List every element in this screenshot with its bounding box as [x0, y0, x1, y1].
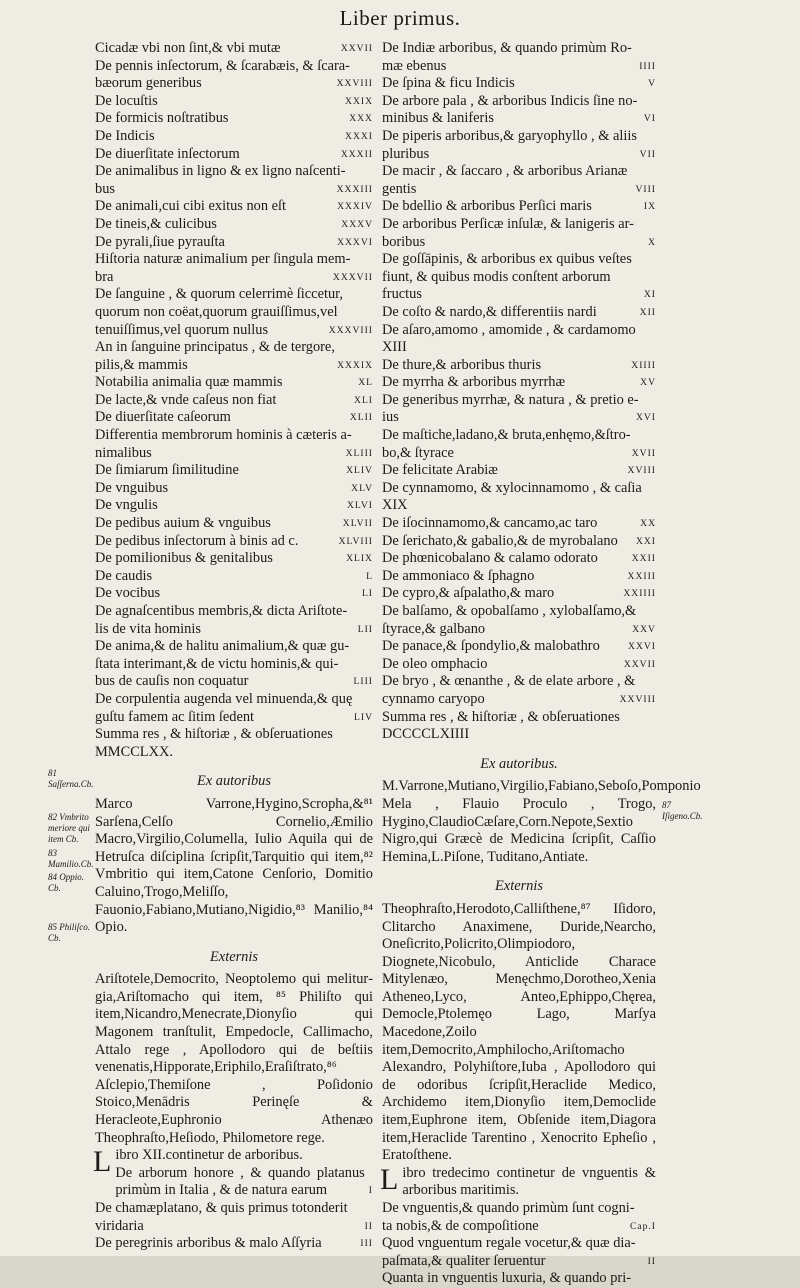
entry-number: Cap.I: [629, 1220, 656, 1232]
entry-number: X: [648, 236, 656, 248]
entry-text: De bdellio & arboribus Perſici maris: [382, 198, 592, 215]
entry-text: De vocibus: [95, 585, 161, 602]
margin-note-87: 87 Iſigeno.Cb.: [662, 800, 703, 821]
toc-entry: [382, 198, 656, 216]
toc-entry: [382, 480, 656, 498]
entry-text: De anima,& de halitu animalium,& quæ gu-: [95, 638, 350, 655]
entry-number: VII: [639, 148, 656, 160]
entry-text: XIX: [382, 497, 408, 514]
entry-number: XI: [643, 289, 656, 301]
toc-entry: [382, 181, 656, 199]
right-ex-autoribus-text: M.Varrone,Mutiano,Virgilio,Fabiano,Seboſo,Pomponio Mela , Flauio Proculo , Trogo, Hygino,ClaudioCæſare,Corn.Nepote,Sextio Nigro,qui Græcè de Medicina ſcripſit, Caſſio Hemina,L.Piſone, Tuditano,Antiate.: [382, 778, 701, 865]
entry-text: De tineis,& culicibus: [95, 215, 217, 232]
toc-entry: [382, 357, 656, 375]
toc-entry: [382, 93, 656, 111]
toc-entry: [382, 1270, 656, 1288]
entry-text: De ſimiarum ſimilitudine: [95, 462, 239, 479]
entry-text: bæorum generibus: [95, 75, 202, 92]
toc-entry: [95, 603, 373, 621]
toc-entry: [382, 462, 656, 480]
entry-text: De coſto & nardo,& differentiis nardi: [382, 303, 597, 320]
entry-text: De locuſtis: [95, 92, 158, 109]
entry-text: De diuerſitate inſectorum: [95, 145, 240, 162]
toc-entry: [95, 339, 373, 357]
toc-entry: [95, 128, 373, 146]
entry-number: XLVIII: [338, 535, 373, 547]
toc-entry: [95, 445, 373, 463]
entry-text: Notabilia animalia quæ mammis: [95, 374, 283, 391]
toc-entry: [95, 1200, 373, 1218]
toc-entry: [382, 1218, 656, 1236]
entry-text: nimalibus: [95, 444, 152, 461]
entry-text: De pedibus auium & vnguibus: [95, 515, 271, 532]
toc-entry: [382, 409, 656, 427]
entry-number: XXVIII: [619, 693, 656, 705]
entry-text: bus de cauſis non coquatur: [95, 673, 249, 690]
entry-number: IIII: [639, 60, 656, 72]
right-tail-list: [382, 1200, 656, 1288]
entry-text: De phœnicobalano & calamo odorato: [382, 550, 598, 567]
toc-entry: [95, 585, 373, 603]
drop-cap-initial: L: [93, 1145, 112, 1179]
toc-entry: [382, 392, 656, 410]
entry-number: V: [648, 78, 656, 90]
entry-text: De iſocinnamomo,& cancamo,ac taro: [382, 515, 598, 532]
entry-number: XX: [640, 518, 656, 530]
entry-number: XXIIII: [623, 588, 656, 600]
entry-text: De oleo omphacio: [382, 655, 488, 672]
entry-text: De chamæplatano, & quis primus totonderit: [95, 1200, 348, 1216]
entry-text: De pomilionibus & genitalibus: [95, 550, 273, 567]
toc-entry: [382, 638, 656, 656]
toc-entry: [95, 726, 373, 744]
entry-text: MMCCLXX.: [95, 743, 173, 760]
toc-entry: [382, 673, 656, 691]
left-toc-list: [95, 40, 373, 761]
libro-xii-heading: ibro XII.continetur de arboribus.: [115, 1147, 303, 1164]
toc-entry: [382, 286, 656, 304]
toc-entry: [382, 445, 656, 463]
entry-text: fructus: [382, 286, 422, 303]
toc-entry: [382, 1200, 656, 1218]
entry-text: De bryo , & œnanthe , & de elate arbore , &: [382, 673, 636, 690]
toc-entry: [382, 339, 656, 357]
left-ex-autoribus-heading: Ex autoribus: [197, 773, 271, 790]
entry-number: XXXI: [345, 130, 373, 142]
toc-entry: [95, 1235, 373, 1253]
entry-text: De ammoniaco & ſphagno: [382, 567, 535, 584]
toc-entry: [95, 286, 373, 304]
entry-number: III: [360, 1238, 373, 1250]
entry-text: bra: [95, 268, 114, 285]
entry-text: De agnaſcentibus membris,& dicta Ariſtote-: [95, 603, 348, 619]
entry-text: fiunt, & quibus modis conſtent arborum: [382, 268, 611, 285]
entry-text: De animalibus in ligno & ex ligno naſcenti-: [95, 163, 346, 180]
left-tail-list: [95, 1200, 373, 1253]
toc-entry: [382, 374, 656, 392]
entry-number: XLIII: [345, 447, 373, 459]
entry-text: ſtyrace,& galbano: [382, 620, 486, 637]
toc-entry: [382, 322, 656, 340]
entry-number: II: [647, 1255, 656, 1267]
entry-number: XXXVIII: [328, 324, 373, 336]
entry-text: De corpulentia augenda vel minuenda,& quę: [95, 690, 353, 707]
entry-text: De vnguentis,& quando primùm ſunt cogni-: [382, 1200, 635, 1216]
entry-text: pluribus: [382, 145, 430, 162]
toc-entry: [95, 533, 373, 551]
entry-number: LIII: [353, 676, 373, 688]
entry-number: XLV: [351, 482, 373, 494]
toc-entry: [382, 128, 656, 146]
toc-entry: [95, 1218, 373, 1236]
entry-text: De ſanguine , & quorum celerrimè ſiccetur,: [95, 286, 343, 303]
right-ex-autoribus-heading: Ex autoribus.: [480, 755, 558, 772]
entry-number: XII: [639, 306, 656, 318]
entry-text: quorum non coëat,quorum grauiſſimus,vel: [95, 303, 338, 320]
toc-entry: [95, 40, 373, 58]
toc-entry: [382, 1253, 656, 1271]
right-libro-xiii-intro: [380, 1162, 656, 1200]
toc-entry: [95, 234, 373, 252]
toc-entry: [95, 427, 373, 445]
entry-text: De generibus myrrhæ, & natura , & pretio e-: [382, 391, 639, 408]
toc-entry: [382, 1235, 656, 1253]
entry-number: XXXII: [340, 148, 373, 160]
entry-number: XXXVII: [332, 271, 373, 283]
entry-text: De vnguibus: [95, 479, 169, 496]
entry-number: XXI: [635, 535, 656, 547]
entry-text: De cynnamomo, & xylocinnamomo , & caſia: [382, 479, 642, 496]
entry-text: Cicadæ vbi non ſint,& vbi mutæ: [95, 40, 281, 56]
entry-text: De myrrha & arboribus myrrhæ: [382, 374, 566, 391]
entry-number: XXVI: [628, 641, 656, 653]
running-header: Liber primus.: [339, 6, 461, 30]
toc-entry: [95, 198, 373, 216]
entry-number: XLVII: [342, 518, 373, 530]
entry-text: De macir , & ſaccaro , & arboribus Arianæ: [382, 163, 628, 180]
toc-entry: [95, 251, 373, 269]
entry-text: gentis: [382, 180, 417, 197]
toc-entry: [95, 656, 373, 674]
margin-note-84: 84 Oppio. Cb.: [48, 872, 84, 893]
entry-number: XXV: [632, 623, 656, 635]
toc-entry: [382, 550, 656, 568]
entry-number: LII: [357, 623, 373, 635]
entry-number: XXVIII: [336, 78, 373, 90]
drop-cap-initial: L: [380, 1162, 399, 1196]
toc-entry: [382, 146, 656, 164]
margin-note-81: 81 Saſſerna.Cb.: [48, 768, 94, 789]
toc-entry: [95, 146, 373, 164]
entry-text: Quod vnguentum regale vocetur,& quæ dia-: [382, 1235, 636, 1252]
entry-text: Quanta in vnguentis luxuria, & quando pri-: [382, 1270, 631, 1287]
right-externis-text: Theophraſto,Herodoto,Calliſthene,⁸⁷ Iſidoro, Clitarcho Anaximene, Duride,Nearcho, Oneſicrito,Policrito,Olimpiodoro, Diognete,Nicobulo, Anticlide Charace Mitylenæo, Menęchmo,Dorotheo,Xenia Atheneo,Lyco, Anteo,Ephippo,Chęrea, Democle,Ptolemęo Lago, Marſya Macedone,Zoilo item,Democrito,Amphilocho,Ariſtomacho Alexandro, Polyhiſtore,Iuba , Apollodoro qui de odoribus ſcripſit,Heraclide Medico, Archidemo item,Dionyſio item,Democlide item,Euphrone item, Obſenide item,Diagora item,Heraclide Tarentino , Xenocrito Epheſio , Eratoſthene.: [382, 900, 656, 1164]
entry-text: De arborum honore , & quando platanus primùm in Italia , & de natura earum: [115, 1164, 365, 1199]
toc-entry: [95, 357, 373, 375]
entry-text: ta nobis,& de compoſitione: [382, 1217, 539, 1234]
entry-text: De arboribus Perſicæ inſulæ, & lanigeris ar-: [382, 215, 634, 232]
entry-text: guſtu famem ac ſitim ſedent: [95, 708, 255, 725]
toc-entry: [95, 673, 373, 691]
margin-note-85: 85 Philiſco. Cb.: [48, 922, 90, 943]
toc-entry: [95, 462, 373, 480]
entry-text: tenuiſſimus,vel quorum nullus: [95, 321, 269, 338]
toc-entry: [95, 75, 373, 93]
entry-number: XXIX: [345, 95, 373, 107]
toc-entry: [382, 497, 656, 515]
toc-entry: [95, 181, 373, 199]
entry-text: De balſamo, & opobalſamo , xylobalſamo,&: [382, 603, 637, 619]
toc-entry: [382, 603, 656, 621]
entry-text: De piperis arboribus,& garyophyllo , & aliis: [382, 127, 637, 144]
toc-entry: [382, 163, 656, 181]
toc-entry: [382, 726, 656, 744]
entry-text: De ſpina & ficu Indicis: [382, 75, 515, 92]
entry-number: VIII: [635, 183, 656, 195]
toc-entry: [382, 709, 656, 727]
toc-entry: [382, 251, 656, 269]
entry-text: De pyrali,ſiue pyrauſta: [95, 233, 225, 250]
left-libro-first-entry: [115, 1165, 373, 1200]
left-ex-autoribus-text: Marco Varrone,Hygino,Scropha,&⁸¹ Sarſena,Celſo Cornelio,Æmilio Macro,Virgilio,Columella, Iulio Aquila qui de Hetruſca diſciplina ſcripſit,Tarquitio qui item,⁸² Vmbritio qui item,Catone Cenſorio, Domitio Caluino,Trogo,Meliſſo, Fauonio,Fabiano,Mutiano,Nigidio,⁸³ Manilio,⁸⁴ Opio.: [95, 795, 373, 936]
toc-entry: [382, 656, 656, 674]
right-externis-heading: Externis: [495, 878, 543, 895]
toc-entry: [382, 568, 656, 586]
entry-text: De panace,& ſpondylio,& malobathro: [382, 638, 600, 655]
entry-number: XLII: [349, 412, 373, 424]
entry-text: De pedibus inſectorum à binis ad c.: [95, 532, 299, 549]
entry-text: De pennis inſectorum, & ſcarabæis, & ſcara-: [95, 57, 350, 74]
toc-entry: [95, 638, 373, 656]
entry-number: XXIII: [627, 570, 656, 582]
toc-entry: [95, 550, 373, 568]
toc-entry: [95, 515, 373, 533]
entry-text: Summa res , & hiſtoriæ , & obſeruationes: [95, 726, 333, 743]
toc-entry: [95, 480, 373, 498]
left-externis-text: Ariſtotele,Democrito, Neoptolemo qui meliturgia,Ariſtomacho qui item, ⁸⁵ Philiſto qui item,Nicandro,Menecrate,Dionyſio qui Magonem tranſtulit, Empedocle, Callimacho, Attalo rege , Apollodoro qui de beſtiis venenatis,Hipporate,Eriphilo,Eraſiſtrato,⁸⁶ Aſclepio,Themiſone , Poſidonio Stoico,Menādris Perinęſe & Heracleote,Euphronio Athenæo Theophraſto,Heſiodo, Philometore rege.: [95, 971, 373, 1146]
entry-text: Differentia membrorum hominis à cæteris a-: [95, 427, 352, 444]
toc-entry: [382, 75, 656, 93]
toc-entry: [382, 216, 656, 234]
toc-entry: [95, 269, 373, 287]
entry-text: De lacte,& vnde caſeus non fiat: [95, 391, 277, 408]
entry-number: LIV: [354, 711, 373, 723]
entry-text: paſmata,& qualiter ſeruentur: [382, 1252, 546, 1269]
entry-number: XV: [640, 377, 656, 389]
entry-number: XLIV: [346, 465, 373, 477]
toc-entry: [95, 374, 373, 392]
entry-number: XXXIV: [337, 201, 373, 213]
toc-entry: [382, 691, 656, 709]
libro-xiii-heading: ibro tredecimo continetur de vnguentis & arboribus maritimis.: [402, 1164, 656, 1199]
entry-text: De felicitate Arabiæ: [382, 462, 498, 479]
entry-text: boribus: [382, 233, 426, 250]
entry-text: De maſtiche,ladano,& bruta,enhęmo,&ſtro-: [382, 427, 631, 444]
toc-entry: [95, 744, 373, 762]
toc-entry: [382, 427, 656, 445]
entry-text: De formicis noſtratibus: [95, 110, 229, 127]
entry-text: De vngulis: [95, 497, 158, 514]
entry-number: XXX: [349, 113, 373, 125]
margin-note-82: 82 Vmbrito meriore qui item Cb.: [48, 812, 90, 844]
toc-entry: [382, 40, 656, 58]
entry-number: XLIX: [346, 553, 373, 565]
toc-entry: [95, 110, 373, 128]
right-toc-list: [382, 40, 656, 744]
entry-text: bo,& ſtyrace: [382, 444, 454, 461]
entry-text: An in ſanguine principatus , & de tergore,: [95, 339, 335, 356]
entry-text: XIII: [382, 339, 407, 356]
entry-text: viridaria: [95, 1217, 144, 1234]
toc-entry: [95, 568, 373, 586]
toc-entry: [382, 533, 656, 551]
entry-text: De diuerſitate caſeorum: [95, 409, 231, 426]
entry-number: XVII: [631, 447, 656, 459]
entry-text: De arbore pala , & arboribus Indicis ſine no-: [382, 92, 638, 109]
entry-number: XIIII: [631, 359, 656, 371]
toc-entry: [95, 304, 373, 322]
entry-number: II: [364, 1220, 373, 1232]
entry-number: XXXVI: [337, 236, 373, 248]
entry-text: ſtata interimant,& de victu hominis,& qui-: [95, 655, 339, 672]
toc-entry: [382, 234, 656, 252]
entry-text: De caudis: [95, 567, 153, 584]
left-externis-heading: Externis: [210, 948, 258, 965]
entry-number: XVIII: [627, 465, 656, 477]
entry-text: ius: [382, 409, 399, 426]
entry-number: XXVII: [340, 43, 373, 54]
entry-text: De cypro,& aſpalatho,& maro: [382, 585, 555, 602]
entry-text: DCCCCLXIIII: [382, 726, 470, 743]
entry-number: I: [368, 1185, 373, 1197]
entry-text: De thure,& arboribus thuris: [382, 356, 542, 373]
entry-number: LI: [361, 588, 373, 600]
entry-text: De aſaro,amomo , amomide , & cardamomo: [382, 321, 636, 338]
left-column: [95, 40, 373, 1253]
entry-number: XXXIX: [337, 359, 373, 371]
entry-text: De peregrinis arboribus & malo Aſſyria: [95, 1235, 322, 1252]
toc-entry: [95, 163, 373, 181]
entry-text: De animali,cui cibi exitus non eſt: [95, 198, 287, 215]
toc-entry: [382, 515, 656, 533]
toc-entry: [95, 409, 373, 427]
left-libro-xii-intro: [93, 1145, 373, 1179]
entry-number: IX: [643, 201, 656, 213]
toc-entry: [95, 621, 373, 639]
entry-text: mæ ebenus: [382, 57, 447, 74]
entry-text: Summa res , & hiſtoriæ , & obſeruationes: [382, 708, 620, 725]
entry-text: De Indiæ arboribus, & quando primùm Ro-: [382, 40, 632, 56]
entry-number: XXXV: [341, 218, 373, 230]
toc-entry: [382, 585, 656, 603]
toc-entry: [95, 216, 373, 234]
toc-entry: [95, 58, 373, 76]
entry-number: VI: [643, 113, 656, 125]
toc-entry: [382, 58, 656, 76]
entry-text: minibus & laniferis: [382, 110, 494, 127]
entry-number: XVI: [635, 412, 656, 424]
toc-entry: [382, 269, 656, 287]
entry-number: XLI: [354, 394, 373, 406]
entry-text: Hiſtoria naturæ animalium per ſingula mem-: [95, 251, 351, 268]
entry-text: lis de vita hominis: [95, 620, 201, 637]
entry-text: De Indicis: [95, 127, 155, 144]
entry-text: De ſerichato,& gabalio,& de myrobalano: [382, 532, 618, 549]
entry-text: cynnamo caryopo: [382, 690, 485, 707]
entry-text: pilis,& mammis: [95, 356, 188, 373]
toc-entry: [382, 110, 656, 128]
toc-entry: [95, 93, 373, 111]
toc-entry: [95, 709, 373, 727]
entry-number: XXXIII: [336, 183, 373, 195]
toc-entry: [95, 322, 373, 340]
toc-entry: [382, 304, 656, 322]
entry-text: bus: [95, 180, 115, 197]
entry-number: XL: [358, 377, 373, 389]
margin-note-83: 83 Mamilio.Cb.: [48, 848, 94, 869]
entry-number: XXVII: [623, 658, 656, 670]
toc-entry: [382, 621, 656, 639]
toc-entry: [95, 392, 373, 410]
toc-entry: [95, 497, 373, 515]
entry-number: L: [366, 570, 373, 582]
entry-number: XXII: [631, 553, 656, 565]
entry-text: De goſſāpinis, & arboribus ex quibus veſtes: [382, 251, 632, 268]
toc-entry: [95, 691, 373, 709]
entry-number: XLVI: [346, 500, 373, 512]
